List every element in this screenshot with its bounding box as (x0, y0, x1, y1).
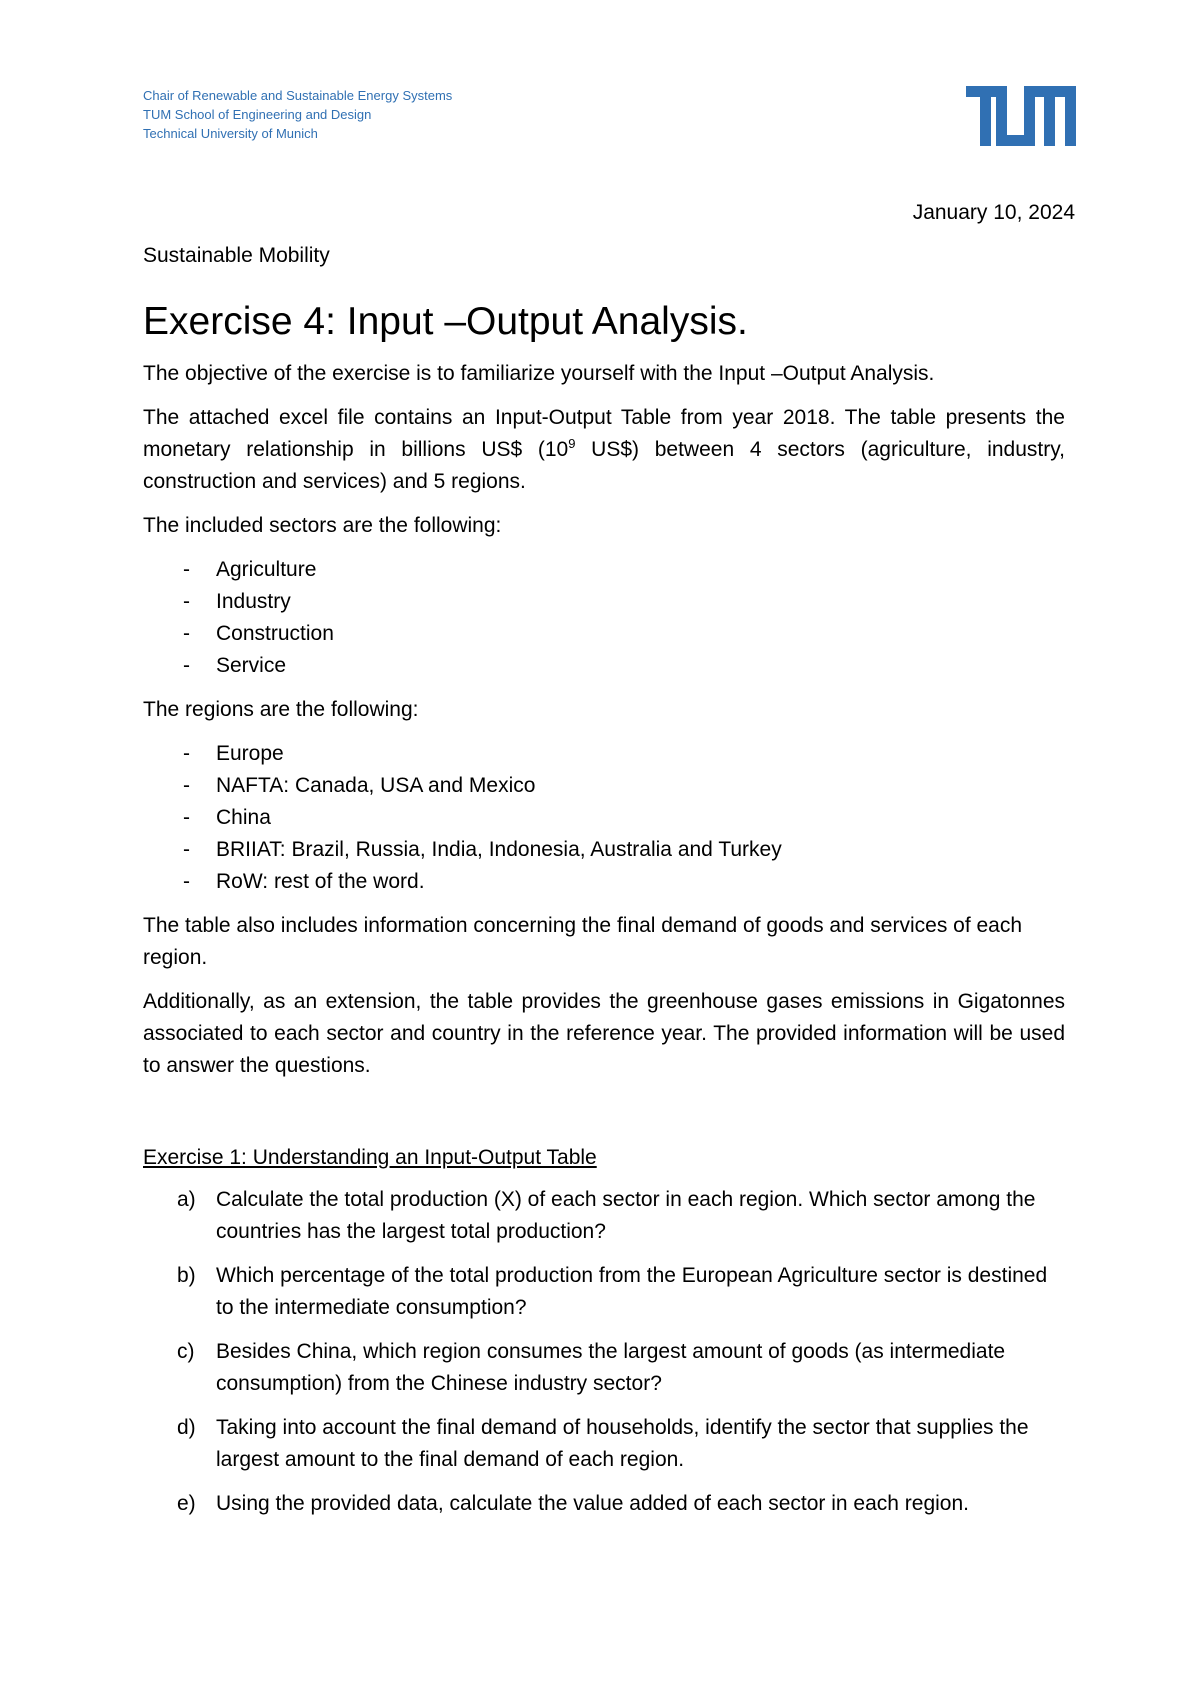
course-name: Sustainable Mobility (143, 244, 330, 267)
question-text: Which percentage of the total production from the European Agriculture sector is destined to the intermediate consumption? (216, 1264, 1048, 1319)
question-label: c) (177, 1340, 195, 1363)
list-item: - NAFTA: Canada, USA and Mexico (143, 770, 1065, 802)
question-label: a) (177, 1188, 196, 1211)
university-name: Technical University of Munich (143, 126, 318, 141)
chair-name: Chair of Renewable and Sustainable Energy Systems (143, 88, 453, 103)
regions-heading: The regions are the following: (143, 698, 419, 721)
list-item: - BRIIAT: Brazil, Russia, India, Indonesia, Australia and Turkey (143, 834, 1065, 866)
question-item (143, 1260, 1065, 1324)
question-item (143, 1488, 1065, 1520)
list-item: - RoW: rest of the word. (143, 866, 1065, 898)
exercise1-heading: Exercise 1: Understanding an Input-Output Table (143, 1146, 597, 1169)
institution-header (143, 86, 452, 143)
question-text: Calculate the total production (X) of each sector in each region. Which sector among the countries has the largest total production? (216, 1188, 1036, 1243)
question-label: b) (177, 1264, 196, 1287)
document-body (143, 298, 1065, 1532)
question-item (143, 1184, 1065, 1248)
exercise1-questions (143, 1184, 1065, 1520)
question-label: e) (177, 1492, 196, 1515)
document-date: January 10, 2024 (912, 201, 1075, 224)
table-description-paragraph: The attached excel file contains an Input-Output Table from year 2018. The table presents the monetary relationship in billions US$ ($10^9$ US$) between 4 sectors (agriculture, industry, construction and services) and 5 regions. (143, 406, 1066, 493)
list-item: - Service (143, 650, 1065, 682)
list-item: - Construction (143, 618, 1065, 650)
page-title: Exercise 4: Input –Output Analysis. (143, 300, 748, 343)
extension-paragraph: Additionally, as an extension, the table provides the greenhouse gases emissions in Gigatonnes associated to each sector and country in the reference year. The provided information will be used to answer the questions. (143, 990, 1065, 1077)
question-item (143, 1336, 1065, 1400)
tum-logo (966, 86, 1076, 146)
final-demand-paragraph: The table also includes information concerning the final demand of goods and services of each region. (143, 914, 1023, 969)
list-item: - China (143, 802, 1065, 834)
list-item: - Agriculture (143, 554, 1065, 586)
question-label: d) (177, 1416, 196, 1439)
question-text: Using the provided data, calculate the value added of each sector in each region. (216, 1492, 969, 1515)
sectors-heading: The included sectors are the following: (143, 514, 502, 537)
question-text: Besides China, which region consumes the largest amount of goods (as intermediate consumption) from the Chinese industry sector? (216, 1340, 1006, 1395)
school-name: TUM School of Engineering and Design (143, 107, 372, 122)
regions-list (143, 738, 1065, 898)
question-text: Taking into account the final demand of households, identify the sector that supplies the largest amount to the final demand of each region. (216, 1416, 1029, 1471)
exponent: 9 (568, 436, 576, 451)
list-item: - Industry (143, 586, 1065, 618)
list-item: - Europe (143, 738, 1065, 770)
sectors-list (143, 554, 1065, 682)
question-item (143, 1412, 1065, 1476)
objective-paragraph: The objective of the exercise is to familiarize yourself with the Input –Output Analysis. (143, 362, 935, 385)
